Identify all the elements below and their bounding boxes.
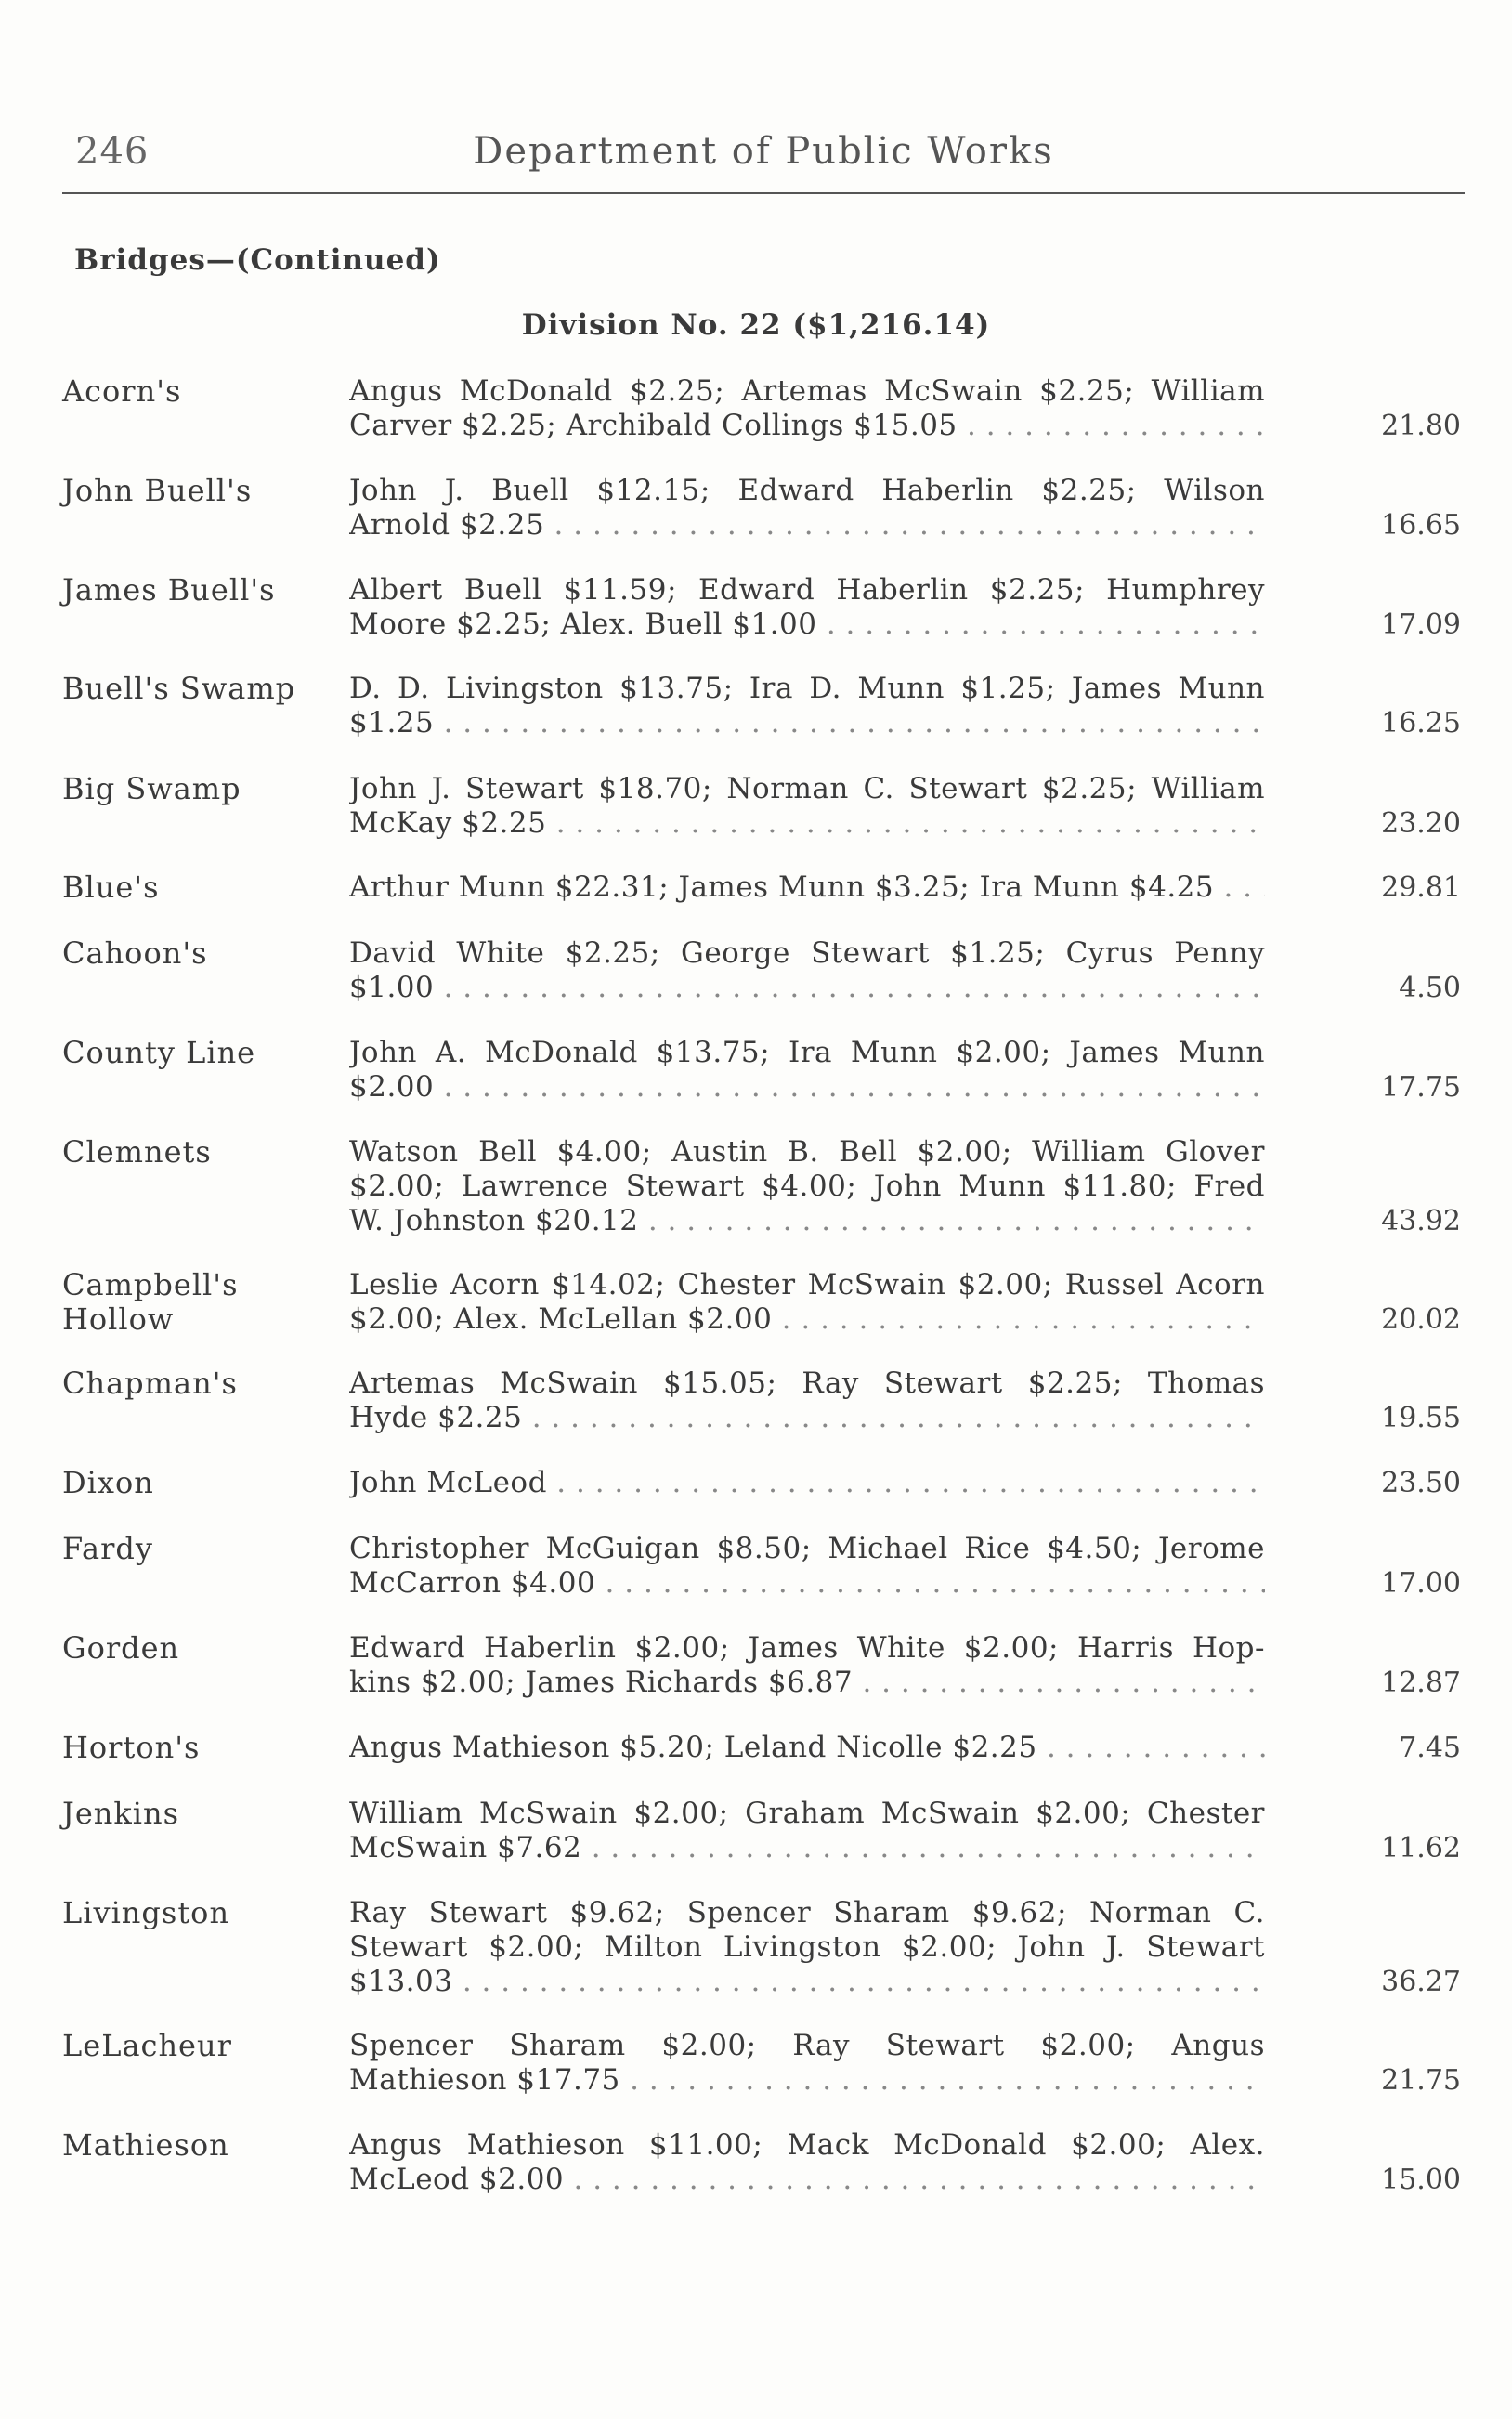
- payee-line: Angus Mathieson $11.00; Mack McDonald $2.00; Alex.: [349, 2128, 1265, 2162]
- bridge-name: County Line: [62, 1035, 256, 1070]
- payee-list: [349, 573, 1265, 642]
- payee-list: [349, 1366, 1265, 1435]
- payee-list: [349, 1731, 1265, 1765]
- amount: 17.00: [1381, 1567, 1461, 1600]
- bridge-name: Buell's Swamp: [62, 671, 296, 706]
- amount: 21.75: [1381, 2064, 1461, 2097]
- payee-list: [349, 936, 1265, 1005]
- payee-line: Carver $2.25; Archibald Collings $15.05 . . .: [349, 409, 1265, 443]
- payee-line: John McLeod . . .: [349, 1466, 1265, 1500]
- payee-list: [349, 1532, 1265, 1601]
- bridge-name: Gorden: [62, 1630, 180, 1666]
- payee-line: $1.00 . . .: [349, 971, 1265, 1005]
- payee-line: Mathieson $17.75 . . .: [349, 2063, 1265, 2098]
- amount: 23.20: [1381, 807, 1461, 840]
- payee-line: Spencer Sharam $2.00; Ray Stewart $2.00; Angus: [349, 2029, 1265, 2062]
- bridge-name: Acorn's: [62, 373, 182, 409]
- amount: 19.55: [1381, 1402, 1461, 1434]
- payee-line: $2.00; Lawrence Stewart $4.00; John Munn $11.80; Fred: [349, 1170, 1265, 1203]
- bridge-name: Mathieson: [62, 2127, 229, 2163]
- amount: 36.27: [1381, 1966, 1461, 1998]
- payee-line: Hyde $2.25 . . .: [349, 1401, 1265, 1435]
- payee-line: John J. Buell $12.15; Edward Haberlin $2.25; Wilson: [349, 474, 1265, 507]
- header-rule: [62, 192, 1465, 194]
- payee-line: John J. Stewart $18.70; Norman C. Stewart $2.25; William: [349, 772, 1265, 805]
- payee-line: Albert Buell $11.59; Edward Haberlin $2.25; Humphrey: [349, 573, 1265, 607]
- amount: 17.09: [1381, 608, 1461, 641]
- payee-line: Edward Haberlin $2.00; James White $2.00; Harris Hop-: [349, 1631, 1265, 1665]
- payee-list: [349, 1466, 1265, 1500]
- payee-line: Arnold $2.25 . . .: [349, 508, 1265, 543]
- amount: 17.75: [1381, 1071, 1461, 1104]
- amount: 7.45: [1399, 1732, 1461, 1764]
- payee-line: Watson Bell $4.00; Austin B. Bell $2.00; William Glover: [349, 1135, 1265, 1169]
- payee-line: W. Johnston $20.12 . . .: [349, 1204, 1265, 1238]
- payee-line: McSwain $7.62 . . .: [349, 1831, 1265, 1865]
- amount: 4.50: [1399, 972, 1461, 1004]
- bridge-name: James Buell's: [62, 572, 276, 608]
- payee-line: Christopher McGuigan $8.50; Michael Rice $4.50; Jerome: [349, 1532, 1265, 1565]
- payee-line: $1.25 . . .: [349, 706, 1265, 740]
- payee-list: [349, 672, 1265, 740]
- page-header: [62, 130, 1465, 195]
- payee-line: kins $2.00; James Richards $6.87 . . .: [349, 1666, 1265, 1700]
- amount: 16.25: [1381, 707, 1461, 739]
- bridge-name: Clemnets: [62, 1134, 212, 1170]
- bridge-name: Dixon: [62, 1465, 154, 1500]
- page-number: 246: [75, 130, 150, 173]
- payee-line: William McSwain $2.00; Graham McSwain $2.00; Chester: [349, 1797, 1265, 1830]
- running-title: Department of Public Works: [473, 130, 1054, 173]
- payee-line: John A. McDonald $13.75; Ira Munn $2.00; James Munn: [349, 1036, 1265, 1069]
- payee-line: $2.00; Alex. McLellan $2.00 . . .: [349, 1302, 1265, 1337]
- payee-list: [349, 2128, 1265, 2197]
- bridge-name: Blue's: [62, 870, 160, 905]
- payee-line: David White $2.25; George Stewart $1.25; Cyrus Penny: [349, 936, 1265, 970]
- payee-list: [349, 1135, 1265, 1238]
- payee-list: [349, 1268, 1265, 1337]
- payee-line: Moore $2.25; Alex. Buell $1.00 . . .: [349, 608, 1265, 642]
- bridge-name: Chapman's: [62, 1366, 238, 1401]
- bridge-name: Campbell's Hollow: [62, 1267, 239, 1337]
- bridge-name: LeLacheur: [62, 2028, 232, 2063]
- amount: 16.65: [1381, 509, 1461, 542]
- payee-line: D. D. Livingston $13.75; Ira D. Munn $1.25; James Munn: [349, 672, 1265, 705]
- payee-line: Arthur Munn $22.31; James Munn $3.25; Ira Munn $4.25 . . .: [349, 870, 1265, 905]
- amount: 12.87: [1381, 1667, 1461, 1699]
- payee-list: [349, 772, 1265, 841]
- amount: 29.81: [1381, 871, 1461, 904]
- amount: 15.00: [1381, 2164, 1461, 2196]
- bridge-name: Cahoon's: [62, 935, 208, 971]
- bridge-name: Big Swamp: [62, 771, 241, 806]
- section-title: Bridges—(Continued): [74, 243, 441, 277]
- payee-line: Angus Mathieson $5.20; Leland Nicolle $2.25 . . .: [349, 1731, 1265, 1765]
- payee-list: [349, 474, 1265, 543]
- payee-line: Stewart $2.00; Milton Livingston $2.00; John J. Stewart: [349, 1930, 1265, 1964]
- payee-line: McKay $2.25 . . .: [349, 806, 1265, 841]
- bridge-name: Livingston: [62, 1895, 230, 1930]
- amount: 23.50: [1381, 1467, 1461, 1499]
- payee-line: $13.03 . . .: [349, 1965, 1265, 1999]
- payee-list: [349, 374, 1265, 443]
- payee-list: [349, 1036, 1265, 1105]
- payee-list: [349, 1896, 1265, 1999]
- bridge-name: Fardy: [62, 1531, 153, 1566]
- amount: 11.62: [1381, 1832, 1461, 1864]
- payee-line: McLeod $2.00 . . .: [349, 2163, 1265, 2197]
- payee-list: [349, 1797, 1265, 1865]
- payee-list: [349, 870, 1265, 905]
- bridge-name: Jenkins: [62, 1796, 180, 1831]
- amount: 21.80: [1381, 410, 1461, 442]
- payee-list: [349, 2029, 1265, 2098]
- bridge-name: John Buell's: [62, 473, 253, 508]
- payee-line: Ray Stewart $9.62; Spencer Sharam $9.62; Norman C.: [349, 1896, 1265, 1929]
- division-title: Division No. 22 ($1,216.14): [521, 308, 991, 342]
- amount: 43.92: [1381, 1205, 1461, 1237]
- payee-line: Leslie Acorn $14.02; Chester McSwain $2.00; Russel Acorn: [349, 1268, 1265, 1301]
- payee-line: Angus McDonald $2.25; Artemas McSwain $2.25; William: [349, 374, 1265, 408]
- payee-line: $2.00 . . .: [349, 1070, 1265, 1105]
- payee-line: McCarron $4.00 . . .: [349, 1566, 1265, 1601]
- payee-list: [349, 1631, 1265, 1700]
- amount: 20.02: [1381, 1303, 1461, 1336]
- bridge-name: Horton's: [62, 1730, 201, 1765]
- payee-line: Artemas McSwain $15.05; Ray Stewart $2.25; Thomas: [349, 1366, 1265, 1400]
